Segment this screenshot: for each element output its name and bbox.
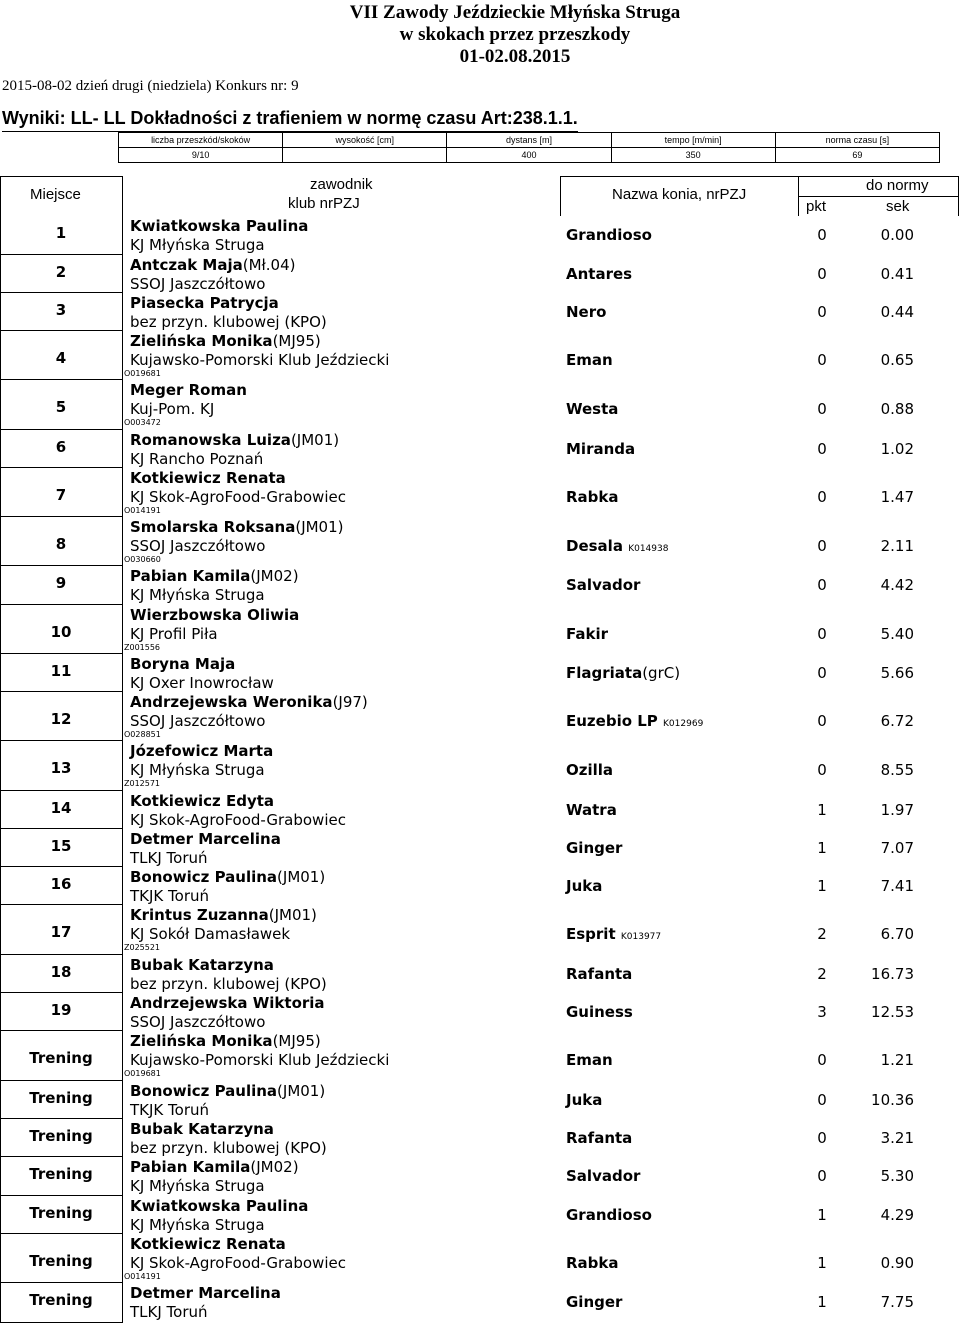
rider-license: (JM01) xyxy=(268,906,317,924)
horse-name: Rabka xyxy=(566,488,619,506)
horse-name: Salvador xyxy=(566,1167,641,1185)
row-rider xyxy=(130,217,308,235)
row-time-diff: 12.53 xyxy=(871,1003,914,1021)
row-place: Trening xyxy=(29,1127,93,1145)
param-label-obstacles: liczba przeszkód/skoków xyxy=(119,133,283,148)
row-horse xyxy=(566,761,613,779)
row-horse xyxy=(566,712,703,730)
col-header-club: klub nrPZJ xyxy=(288,195,360,212)
table-row xyxy=(0,293,960,331)
row-penalty-points: 0 xyxy=(817,576,827,594)
row-penalty-points: 1 xyxy=(817,1206,827,1224)
row-place: Trening xyxy=(29,1252,93,1270)
row-rider xyxy=(130,1158,299,1176)
param-value-obstacles: 9/10 xyxy=(119,148,283,163)
row-penalty-points: 0 xyxy=(817,664,827,682)
row-penalty-points: 0 xyxy=(817,303,827,321)
rider-license: (JM02) xyxy=(250,567,299,585)
row-place: 18 xyxy=(50,963,72,981)
horse-name: Guiness xyxy=(566,1003,633,1021)
row-rider xyxy=(130,469,286,487)
table-row xyxy=(0,741,960,791)
row-time-diff: 0.44 xyxy=(880,303,914,321)
horse-name: Ozilla xyxy=(566,761,614,779)
row-place: 16 xyxy=(50,875,72,893)
table-row xyxy=(0,1283,960,1323)
row-rider xyxy=(130,906,317,924)
row-rider xyxy=(130,294,279,312)
row-place: 1 xyxy=(55,224,67,242)
row-penalty-points: 1 xyxy=(817,877,827,895)
table-border-rider xyxy=(560,176,561,216)
row-place: 3 xyxy=(55,301,67,319)
event-subtitle: w skokach przez przeszkody xyxy=(399,24,631,45)
row-rider xyxy=(130,956,274,974)
row-horse xyxy=(566,625,608,643)
row-horse xyxy=(566,400,618,418)
param-value-distance: 400 xyxy=(447,148,611,163)
row-place: Trening xyxy=(29,1291,93,1309)
row-place: 9 xyxy=(55,574,67,592)
table-row xyxy=(0,430,960,468)
rider-name: Krintus Zuzanna xyxy=(130,906,269,924)
param-label-tempo: tempo [m/min] xyxy=(611,133,775,148)
row-rider-id: O019681 xyxy=(124,1069,161,1078)
rider-name: Andrzejewska Weronika xyxy=(130,693,333,711)
row-rider xyxy=(130,567,299,585)
row-time-diff: 0.88 xyxy=(880,400,914,418)
row-rider-id: Z001556 xyxy=(124,643,161,652)
table-row xyxy=(0,867,960,905)
row-penalty-points: 0 xyxy=(817,712,827,730)
horse-name: Eman xyxy=(566,351,613,369)
event-dates: 01-02.08.2015 xyxy=(459,46,571,67)
row-club: TLKJ Toruń xyxy=(130,1303,208,1321)
horse-name: Salvador xyxy=(566,576,641,594)
row-time-diff: 4.29 xyxy=(880,1206,914,1224)
row-rider xyxy=(130,1197,308,1215)
row-penalty-points: 1 xyxy=(817,801,827,819)
table-border-left xyxy=(0,176,1,1323)
row-club: KJ Młyńska Struga xyxy=(130,761,265,779)
row-horse xyxy=(566,351,613,369)
row-rider-id: O014191 xyxy=(124,1272,161,1281)
table-row xyxy=(0,692,960,741)
horse-name: Flagriata xyxy=(566,664,643,682)
table-border-top-place xyxy=(0,176,122,177)
row-place: 19 xyxy=(50,1001,72,1019)
row-club: Kujawsko-Pomorski Klub Jeździecki xyxy=(130,1051,390,1069)
rider-license: (J97) xyxy=(332,693,368,711)
table-border-place xyxy=(122,176,123,1323)
row-rider xyxy=(130,655,235,673)
row-place: 11 xyxy=(50,662,72,680)
row-time-diff: 2.11 xyxy=(880,537,914,555)
row-place: 6 xyxy=(55,438,67,456)
row-club: bez przyn. klubowej (KPO) xyxy=(130,975,327,993)
horse-name: Westa xyxy=(566,400,619,418)
row-place: 8 xyxy=(55,535,67,553)
rider-name: Kotkiewicz Renata xyxy=(130,1235,286,1253)
rider-license: (Mł.04) xyxy=(242,256,296,274)
horse-name: Esprit xyxy=(566,925,616,943)
param-label-time-norm: norma czasu [s] xyxy=(775,133,939,148)
row-rider-id: O030660 xyxy=(124,555,161,564)
table-row xyxy=(0,380,960,430)
rider-name: Andrzejewska Wiktoria xyxy=(130,994,325,1012)
row-rider xyxy=(130,381,247,399)
table-row xyxy=(0,1031,960,1081)
row-club: TKJK Toruń xyxy=(130,1101,209,1119)
table-row xyxy=(0,517,960,566)
row-club: SSOJ Jaszczółtowo xyxy=(130,537,266,555)
row-place: 2 xyxy=(55,263,67,281)
row-horse xyxy=(566,488,619,506)
row-horse xyxy=(566,576,640,594)
horse-name: Rafanta xyxy=(566,1129,633,1147)
row-club: SSOJ Jaszczółtowo xyxy=(130,275,266,293)
row-club: KJ Rancho Poznań xyxy=(130,450,264,468)
row-place: 4 xyxy=(55,349,67,367)
results-heading: Wyniki: LL- LL Dokładności z trafieniem w normę czasu Art:238.1.1. xyxy=(2,108,578,129)
row-rider-id: O003472 xyxy=(124,418,161,427)
table-row xyxy=(0,1157,960,1196)
rider-name: Bubak Katarzyna xyxy=(130,956,274,974)
col-header-pkt: pkt xyxy=(806,198,827,215)
row-rider xyxy=(130,1032,321,1050)
row-place: 5 xyxy=(55,398,67,416)
rider-name: Boryna Maja xyxy=(130,655,236,673)
rider-license: (JM01) xyxy=(295,518,344,536)
horse-name: Miranda xyxy=(566,440,636,458)
rider-license: (JM01) xyxy=(277,1082,326,1100)
row-time-diff: 10.36 xyxy=(871,1091,914,1109)
table-row xyxy=(0,1119,960,1157)
row-penalty-points: 0 xyxy=(817,400,827,418)
competition-date-line: 2015-08-02 dzień drugi (niedziela) Konkurs nr: 9 xyxy=(2,78,299,94)
row-club: TLKJ Toruń xyxy=(130,849,208,867)
rider-license: (MJ95) xyxy=(272,1032,321,1050)
row-time-diff: 5.40 xyxy=(880,625,914,643)
horse-name: Rafanta xyxy=(566,965,633,983)
table-row xyxy=(0,468,960,517)
row-club: Kuj-Pom. KJ xyxy=(130,400,215,418)
col-header-horse: Nazwa konia, nrPZJ xyxy=(612,186,747,203)
row-horse xyxy=(566,1051,613,1069)
horse-id: K013977 xyxy=(620,932,662,942)
row-penalty-points: 0 xyxy=(817,537,827,555)
horse-name: Ginger xyxy=(566,1293,623,1311)
row-time-diff: 1.02 xyxy=(880,440,914,458)
event-title: VII Zawody Jeździeckie Młyńska Struga xyxy=(349,2,681,23)
row-club: KJ Skok-AgroFood-Grabowiec xyxy=(130,488,346,506)
row-time-diff: 6.72 xyxy=(880,712,914,730)
row-rider xyxy=(130,1284,281,1302)
row-horse xyxy=(566,303,606,321)
row-horse xyxy=(566,877,602,895)
horse-name: Rabka xyxy=(566,1254,619,1272)
row-club: KJ Oxer Inowrocław xyxy=(130,674,274,692)
horse-name: Juka xyxy=(566,877,603,895)
row-place: 12 xyxy=(50,710,72,728)
row-time-diff: 6.70 xyxy=(880,925,914,943)
col-header-rider: zawodnik xyxy=(310,176,373,193)
row-horse xyxy=(566,839,622,857)
rider-name: Pabian Kamila xyxy=(130,1158,251,1176)
row-penalty-points: 0 xyxy=(817,1167,827,1185)
rider-name: Kotkiewicz Edyta xyxy=(130,792,275,810)
row-club: Kujawsko-Pomorski Klub Jeździecki xyxy=(130,351,390,369)
param-value-tempo: 350 xyxy=(611,148,775,163)
row-place: 15 xyxy=(50,837,72,855)
rider-name: Zielińska Monika xyxy=(130,332,273,350)
rider-name: Meger Roman xyxy=(130,381,247,399)
table-row xyxy=(0,255,960,293)
horse-name: Ginger xyxy=(566,839,623,857)
table-row xyxy=(0,791,960,829)
rider-license: (MJ95) xyxy=(272,332,321,350)
rider-name: Smolarska Roksana xyxy=(130,518,296,536)
row-penalty-points: 0 xyxy=(817,440,827,458)
row-club: bez przyn. klubowej (KPO) xyxy=(130,313,327,331)
row-horse xyxy=(566,1091,602,1109)
horse-name: Desala xyxy=(566,537,623,555)
row-rider xyxy=(130,431,339,449)
row-penalty-points: 0 xyxy=(817,351,827,369)
row-time-diff: 16.73 xyxy=(871,965,914,983)
row-penalty-points: 0 xyxy=(817,488,827,506)
param-label-height: wysokość [cm] xyxy=(283,133,447,148)
row-rider xyxy=(130,830,281,848)
row-horse xyxy=(566,265,632,283)
row-rider xyxy=(130,332,321,350)
row-horse xyxy=(566,1206,652,1224)
rider-name: Kwiatkowska Paulina xyxy=(130,1197,309,1215)
row-time-diff: 1.97 xyxy=(880,801,914,819)
row-rider xyxy=(130,1120,274,1138)
row-club: bez przyn. klubowej (KPO) xyxy=(130,1139,327,1157)
row-penalty-points: 1 xyxy=(817,1254,827,1272)
rider-name: Romanowska Luiza xyxy=(130,431,291,449)
row-rider xyxy=(130,518,344,536)
horse-name: Nero xyxy=(566,303,607,321)
row-place: Trening xyxy=(29,1089,93,1107)
row-penalty-points: 0 xyxy=(817,1129,827,1147)
row-time-diff: 4.42 xyxy=(880,576,914,594)
row-penalty-points: 2 xyxy=(817,925,827,943)
row-penalty-points: 0 xyxy=(817,761,827,779)
row-place: 14 xyxy=(50,799,72,817)
row-penalty-points: 2 xyxy=(817,965,827,983)
row-horse xyxy=(566,537,668,555)
row-penalty-points: 1 xyxy=(817,839,827,857)
rider-name: Zielińska Monika xyxy=(130,1032,273,1050)
horse-name: Eman xyxy=(566,1051,613,1069)
table-row xyxy=(0,955,960,993)
table-row xyxy=(0,654,960,692)
horse-suffix: (grC) xyxy=(642,664,681,682)
row-penalty-points: 0 xyxy=(817,265,827,283)
row-club: KJ Skok-AgroFood-Grabowiec xyxy=(130,1254,346,1272)
row-time-diff: 1.21 xyxy=(880,1051,914,1069)
row-time-diff: 5.30 xyxy=(880,1167,914,1185)
table-row xyxy=(0,1196,960,1234)
table-row xyxy=(0,905,960,955)
rider-name: Bonowicz Paulina xyxy=(130,1082,278,1100)
row-time-diff: 3.21 xyxy=(880,1129,914,1147)
row-place: Trening xyxy=(29,1204,93,1222)
param-value-time-norm: 69 xyxy=(775,148,939,163)
horse-name: Antares xyxy=(566,265,633,283)
rider-name: Bonowicz Paulina xyxy=(130,868,278,886)
table-row xyxy=(0,566,960,605)
rider-license: (JM01) xyxy=(290,431,340,449)
row-time-diff: 0.41 xyxy=(880,265,914,283)
row-penalty-points: 1 xyxy=(817,1293,827,1311)
horse-name: Watra xyxy=(566,801,617,819)
rider-name: Pabian Kamila xyxy=(130,567,251,585)
row-horse xyxy=(566,440,635,458)
row-club: TKJK Toruń xyxy=(130,887,209,905)
rider-name: Piasecka Patrycja xyxy=(130,294,279,312)
table-row xyxy=(0,993,960,1031)
row-penalty-points: 0 xyxy=(817,226,827,244)
col-header-sek: sek xyxy=(886,198,910,215)
row-club: SSOJ Jaszczółtowo xyxy=(130,712,266,730)
table-border-norm-split xyxy=(798,196,958,197)
rider-name: Antczak Maja xyxy=(130,256,243,274)
row-time-diff: 1.47 xyxy=(880,488,914,506)
row-place: 10 xyxy=(50,623,72,641)
row-horse xyxy=(566,1293,622,1311)
row-rider xyxy=(130,606,299,624)
horse-name: Juka xyxy=(566,1091,603,1109)
row-penalty-points: 0 xyxy=(817,1091,827,1109)
table-border-right xyxy=(958,176,959,216)
row-club: KJ Młyńska Struga xyxy=(130,236,265,254)
row-horse xyxy=(566,1254,619,1272)
table-border-top-right xyxy=(560,176,958,177)
row-time-diff: 7.07 xyxy=(880,839,914,857)
row-place: 17 xyxy=(50,923,72,941)
table-row xyxy=(0,829,960,867)
rider-license: (JM01) xyxy=(277,868,326,886)
row-rider xyxy=(130,868,325,886)
row-horse xyxy=(566,1129,632,1147)
rider-name: Kotkiewicz Renata xyxy=(130,469,286,487)
row-horse xyxy=(566,1003,633,1021)
rider-name: Józefowicz Marta xyxy=(130,742,274,760)
table-row xyxy=(0,216,960,255)
row-rider-id: O019681 xyxy=(124,369,161,378)
row-horse xyxy=(566,664,680,682)
row-horse xyxy=(566,965,632,983)
horse-name: Euzebio LP xyxy=(566,712,658,730)
row-club: KJ Sokół Damasławek xyxy=(130,925,291,943)
row-horse xyxy=(566,925,661,943)
row-penalty-points: 0 xyxy=(817,625,827,643)
row-club: KJ Młyńska Struga xyxy=(130,586,265,604)
row-club: KJ Młyńska Struga xyxy=(130,1216,265,1234)
row-rider xyxy=(130,693,368,711)
rider-name: Detmer Marcelina xyxy=(130,1284,281,1302)
row-rider xyxy=(130,792,274,810)
row-rider-id: O028851 xyxy=(124,730,161,739)
rider-name: Detmer Marcelina xyxy=(130,830,281,848)
row-rider xyxy=(130,742,273,760)
param-label-distance: dystans [m] xyxy=(447,133,611,148)
row-club: KJ Młyńska Struga xyxy=(130,1177,265,1195)
row-club: SSOJ Jaszczółtowo xyxy=(130,1013,266,1031)
row-penalty-points: 3 xyxy=(817,1003,827,1021)
row-horse xyxy=(566,226,652,244)
horse-id: K012969 xyxy=(663,719,704,729)
row-rider xyxy=(130,1235,286,1253)
row-horse xyxy=(566,801,617,819)
row-rider xyxy=(130,994,325,1012)
rider-name: Bubak Katarzyna xyxy=(130,1120,274,1138)
horse-name: Grandioso xyxy=(566,226,652,244)
row-rider xyxy=(130,256,295,274)
row-time-diff: 0.00 xyxy=(880,226,914,244)
row-time-diff: 0.90 xyxy=(880,1254,914,1272)
row-place: Trening xyxy=(29,1049,93,1067)
horse-name: Grandioso xyxy=(566,1206,652,1224)
table-row xyxy=(0,1234,960,1283)
row-time-diff: 0.65 xyxy=(880,351,914,369)
row-club: KJ Profil Piła xyxy=(130,625,218,643)
col-header-norm: do normy xyxy=(866,177,929,194)
row-time-diff: 7.41 xyxy=(880,877,914,895)
row-time-diff: 5.66 xyxy=(880,664,914,682)
col-header-place: Miejsce xyxy=(30,186,81,203)
row-rider xyxy=(130,1082,325,1100)
row-horse xyxy=(566,1167,640,1185)
row-time-diff: 8.55 xyxy=(880,761,914,779)
row-place: Trening xyxy=(29,1165,93,1183)
rider-license: (JM02) xyxy=(250,1158,299,1176)
row-time-diff: 7.75 xyxy=(880,1293,914,1311)
horse-id: K014938 xyxy=(628,544,669,554)
row-rider-id: Z025521 xyxy=(124,943,161,952)
rider-name: Wierzbowska Oliwia xyxy=(130,606,300,624)
row-penalty-points: 0 xyxy=(817,1051,827,1069)
row-place: 13 xyxy=(50,759,72,777)
horse-name: Fakir xyxy=(566,625,609,643)
table-row xyxy=(0,1081,960,1119)
row-place: 7 xyxy=(55,486,67,504)
row-rider-id: O014191 xyxy=(124,506,161,515)
rider-name: Kwiatkowska Paulina xyxy=(130,217,309,235)
row-club: KJ Skok-AgroFood-Grabowiec xyxy=(130,811,346,829)
table-row xyxy=(0,331,960,380)
table-row xyxy=(0,605,960,654)
row-rider-id: Z012571 xyxy=(124,779,161,788)
